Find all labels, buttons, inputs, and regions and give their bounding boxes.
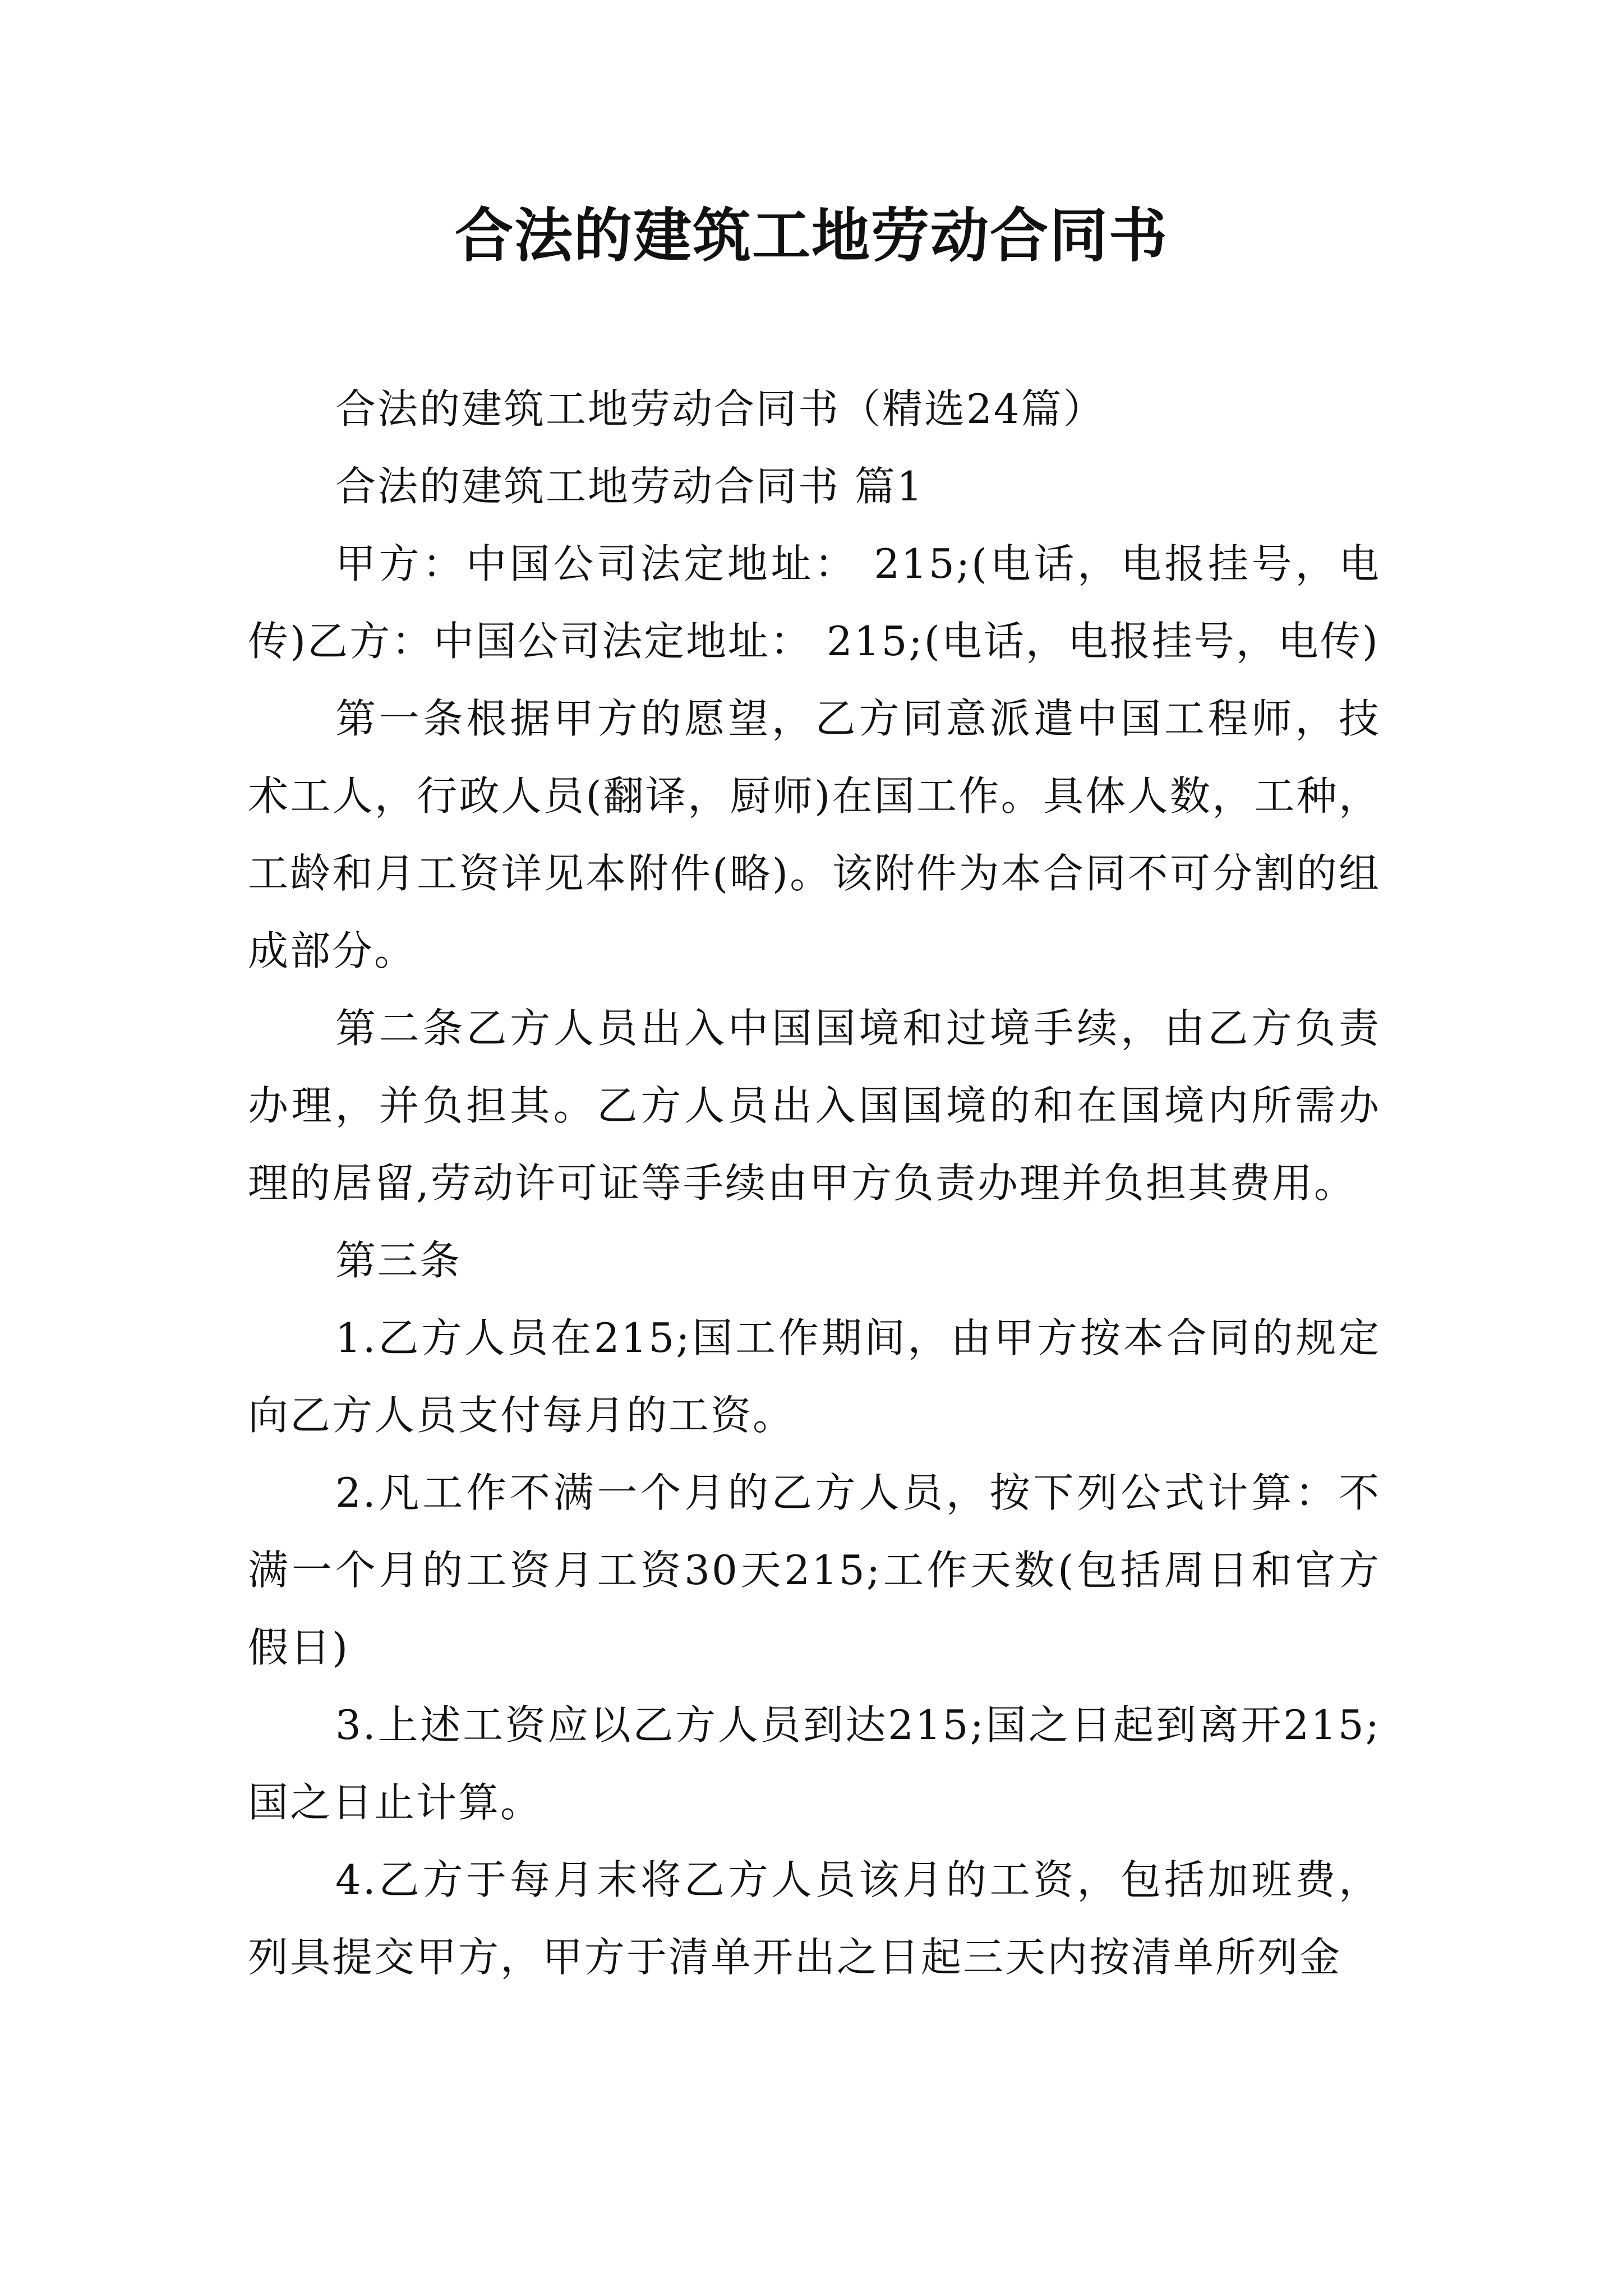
document-body	[248, 370, 1381, 1996]
paragraph-article-2: 第二条乙方人员出入中国国境和过境手续，由乙方负责办理，并负担其。乙方人员出入国国境的和在国境内所需办理的居留,劳动许可证等手续由甲方负责办理并负担其费用。	[248, 1005, 1381, 1207]
paragraph-clause-4: 4.乙方于每月末将乙方人员该月的工资，包括加班费，列具提交甲方，甲方于清单开出之日起三天内按清单所列金	[248, 1856, 1381, 1981]
paragraph-clause-2: 2.凡工作不满一个月的乙方人员，按下列公式计算：不满一个月的工资月工资30天215;工作天数(包括周日和官方假日)	[248, 1469, 1381, 1671]
paragraph-article-1: 第一条根据甲方的愿望，乙方同意派遣中国工程师，技术工人，行政人员(翻译，厨师)在国工作。具体人数，工种，工龄和月工资详见本附件(略)。该附件为本合同不可分割的组成部分。	[248, 695, 1381, 974]
document-title: 合法的建筑工地劳动合同书	[454, 201, 1168, 270]
paragraph-parties: 甲方：中国公司法定地址： 215;(电话，电报挂号，电传)乙方：中国公司法定地址： 215;(电话，电报挂号，电传)	[248, 540, 1381, 665]
paragraph-section-heading: 合法的建筑工地劳动合同书 篇1	[335, 463, 924, 510]
paragraph-subtitle: 合法的建筑工地劳动合同书（精选24篇）	[335, 385, 1105, 432]
paragraph-clause-3: 3.上述工资应以乙方人员到达215;国之日起到离开215;国之日止计算。	[248, 1701, 1381, 1826]
paragraph-clause-1: 1.乙方人员在215;国工作期间，由甲方按本合同的规定向乙方人员支付每月的工资。	[248, 1314, 1381, 1439]
paragraph-article-3-heading: 第三条	[335, 1237, 462, 1284]
